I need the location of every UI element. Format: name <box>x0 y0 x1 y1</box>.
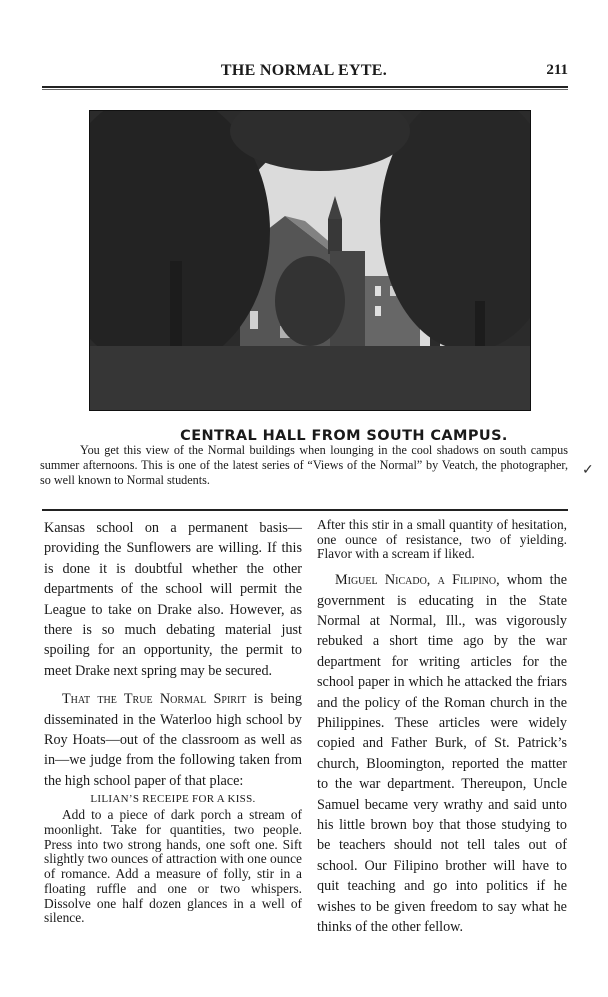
right-column <box>317 518 567 937</box>
header-rule-thin <box>42 89 568 90</box>
paragraph-body: is being disseminated in the Waterloo high school by Roy Hoats—out of the classroom as well as in—we judge from the following taken from the high school paper of that place: <box>44 691 302 789</box>
left-column <box>44 518 302 926</box>
paragraph-lead: Miguel Nicado, a Filipino, <box>335 572 500 589</box>
figure-caption-title: CENTRAL HALL FROM SOUTH CAMPUS. <box>180 428 508 444</box>
running-head <box>40 58 568 82</box>
central-hall-photo <box>89 110 531 411</box>
normal-spirit-paragraph <box>44 689 302 791</box>
journal-title: THE NORMAL EYTE. <box>220 62 388 79</box>
page-number: 211 <box>546 62 568 78</box>
filipino-paragraph <box>317 570 567 937</box>
figure-caption-text: You get this view of the Normal buildings when lounging in the cool shadows on south campus summer afternoons. This is one of the latest series of “Views of the Normal” by Veatch, the photographer, so well known to Normal students. <box>40 443 568 487</box>
checkmark-icon: ✓ <box>582 462 594 478</box>
header-rule <box>42 86 568 88</box>
recipe-title: LILIAN’S RECEIPE FOR A KISS. <box>90 793 256 806</box>
paragraph-lead: That the True Normal Spirit <box>62 691 247 708</box>
recipe-text: Add to a piece of dark porch a stream of moonlight. Take for quantities, two people. Press into two strong hands, one soft one. Sift slightly two ounces of attraction with one ounce of romance. Add a measure of folly, stir in a floating ruffle and one or two whispers. Dissolve one half dozen glances in a well of silence. <box>44 807 302 926</box>
recipe-continuation: After this stir in a small quantity of hesitation, one ounce of resistance, two of yielding. Flavor with a scream if liked. <box>317 517 567 562</box>
section-rule <box>42 509 568 511</box>
debate-paragraph: Kansas school on a permanent basis—providing the Sunflowers are willing. If this is done it is doubtful whether the other departments of the school will permit the League to take on Drake also. However, as there is so much debating material just spoiling for an opportunity, the permit to meet Drake next spring may be secured. <box>44 520 302 679</box>
paragraph-body: whom the government is educating in the State Normal at Normal, Ill., was vigorously rebuked a short time ago by the war department for writing articles for the school paper in which he attacked the friars and the policy of the Roman church in the Philippines. These articles were widely copied and Father Burk, of St. Patrick’s church, Bloomington, reported the matter to the war department. Thereupon, Uncle Samuel became very wrathy and said unto his little brown boy that those studying to be teachers should not tell tales out of school. Our Filipino brother will have to quit teaching and go into politics if he wishes to be given freedom to say what he thinks of the other fellow. <box>317 572 568 936</box>
photo-illustration <box>90 111 530 410</box>
